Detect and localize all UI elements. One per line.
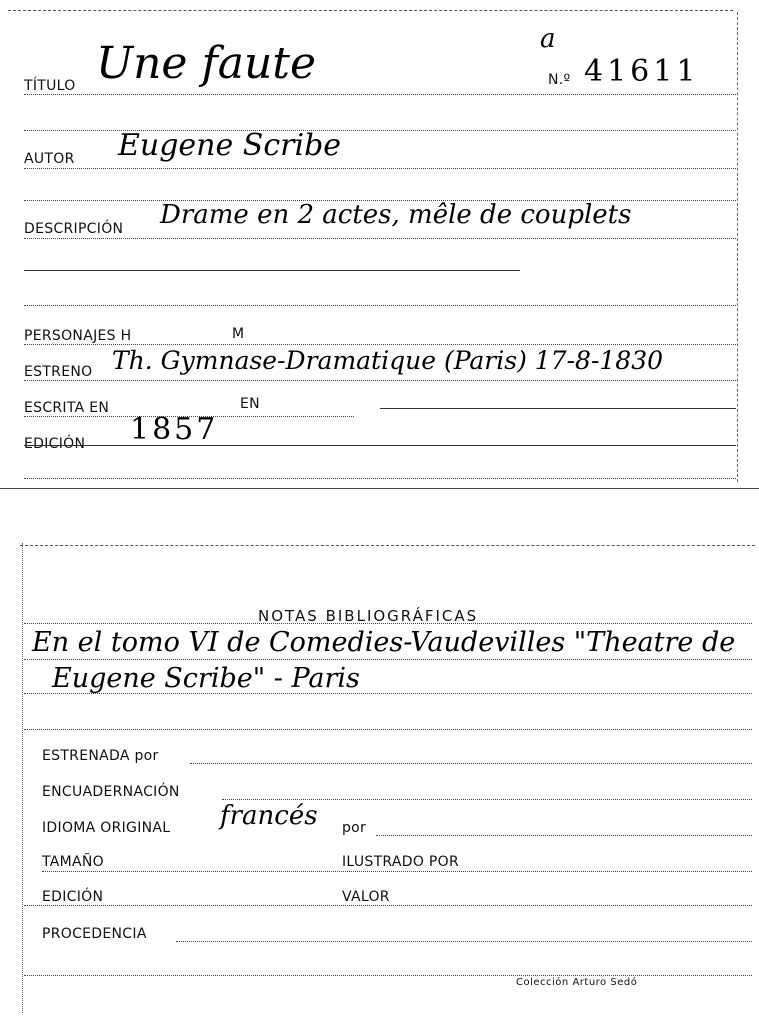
ilustrado-label: ILUSTRADO POR	[342, 854, 459, 870]
catalog-card-front	[0, 0, 759, 495]
personajes-label: PERSONAJES H	[24, 328, 132, 344]
descripcion-value: Drame en 2 actes, mêle de couplets	[160, 200, 632, 230]
numero-mark: a	[540, 24, 556, 54]
notas-rule-3	[24, 693, 752, 694]
encuadernacion-rule	[222, 799, 752, 800]
estrenada-label: ESTRENADA por	[42, 748, 159, 764]
personajes-m-label: M	[232, 326, 245, 342]
valor-label: VALOR	[342, 889, 390, 905]
edicion2-label: EDICIÓN	[42, 889, 104, 905]
autor-value: Eugene Scribe	[118, 128, 342, 163]
notas-rule-2	[24, 659, 752, 660]
titulo-label: TÍTULO	[24, 78, 76, 94]
collection-footer: Colección Arturo Sedó	[516, 977, 638, 988]
idioma-rule	[376, 835, 752, 836]
descripcion-label: DESCRIPCIÓN	[24, 221, 124, 237]
autor-label: AUTOR	[24, 151, 75, 167]
tamano-label: TAMAÑO	[42, 854, 104, 870]
card2-bottom-rule	[24, 975, 752, 976]
idioma-label: IDIOMA ORIGINAL	[42, 820, 171, 836]
autor-rule	[24, 168, 736, 169]
titulo-rule	[24, 94, 736, 95]
titulo-value: Une faute	[96, 38, 317, 89]
escrita-en-label: EN	[240, 396, 260, 412]
estreno-label: ESTRENO	[24, 364, 93, 380]
notas-rule-1	[24, 623, 752, 624]
card-bottom-rule	[24, 478, 736, 479]
descripcion-rule-3	[24, 305, 736, 306]
card-separator	[0, 488, 759, 489]
card-top-edge-2	[20, 545, 755, 546]
edicion-label: EDICIÓN	[24, 436, 86, 452]
notas-line-2: Eugene Scribe" - Paris	[52, 663, 360, 694]
encuadernacion-label: ENCUADERNACIÓN	[42, 784, 180, 800]
edicion2-rule	[24, 905, 752, 906]
card-top-edge	[8, 10, 733, 11]
numero-label: N.º	[548, 72, 571, 88]
idioma-value: francés	[220, 801, 318, 831]
descripcion-rule-2	[24, 270, 520, 271]
procedencia-rule	[176, 941, 752, 942]
estreno-rule	[24, 380, 736, 381]
escrita-rule	[380, 408, 736, 409]
procedencia-label: PROCEDENCIA	[42, 926, 147, 942]
estrenada-rule	[190, 763, 752, 764]
notas-rule-4	[24, 729, 752, 730]
numero-value: 41611	[584, 54, 700, 89]
card-right-edge	[737, 12, 738, 482]
edicion-value: 1857	[130, 412, 219, 447]
card-left-edge-2	[22, 543, 23, 1013]
escrita-label: ESCRITA EN	[24, 400, 110, 416]
notas-title: NOTAS BIBLIOGRÁFICAS	[258, 607, 479, 625]
personajes-rule	[24, 344, 736, 345]
tamano-rule	[42, 871, 752, 872]
idioma-por-label: por	[342, 820, 367, 836]
edicion-rule	[24, 445, 736, 446]
estreno-value: Th. Gymnase-Dramatique (Paris) 17-8-1830	[112, 346, 664, 375]
descripcion-rule	[24, 238, 736, 239]
catalog-card-back	[0, 535, 759, 1028]
notas-line-1: En el tomo VI de Comedies-Vaudevilles "Theatre de	[32, 627, 736, 658]
